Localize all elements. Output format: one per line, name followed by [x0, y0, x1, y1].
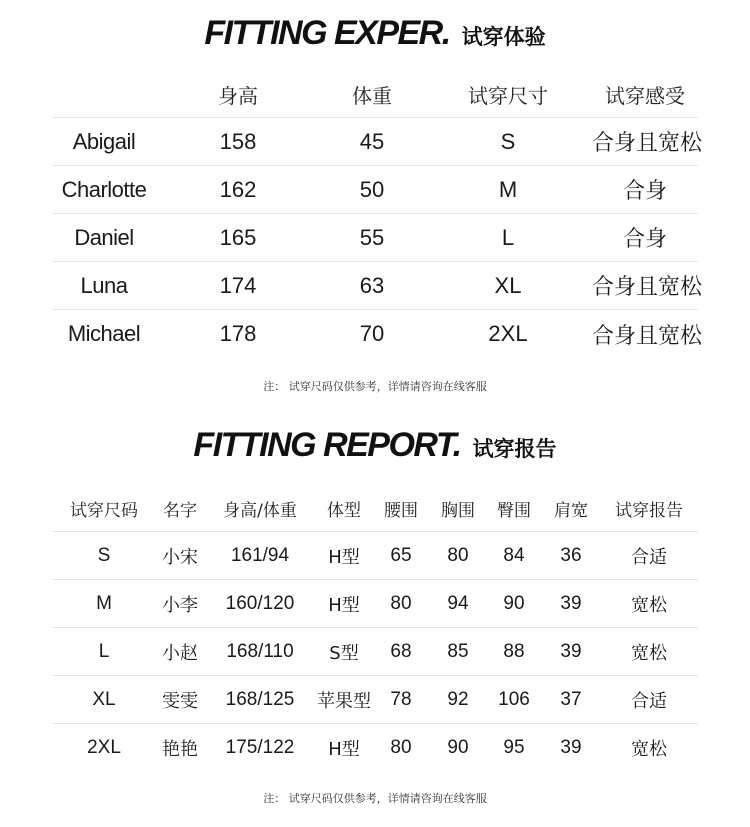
height-cell: 165	[219, 224, 257, 250]
name-cell: Abigail	[72, 128, 136, 154]
body-type-cell: H型	[328, 546, 360, 568]
height-cell: 174	[219, 272, 257, 298]
hip-cell: 90	[503, 592, 525, 614]
chest-cell: 92	[447, 688, 469, 710]
table-row	[52, 580, 698, 628]
table-row	[52, 166, 698, 214]
waist-cell: 80	[390, 592, 412, 614]
name-cell: Charlotte	[61, 176, 147, 202]
size-cell: L	[501, 224, 515, 250]
name-cell: Michael	[67, 321, 141, 346]
experience-header-height: 身高	[218, 84, 258, 108]
report-header-shoulder: 肩宽	[554, 501, 588, 521]
experience-note: 注： 试穿尺码仅供参考，详情请咨询在线客服	[263, 380, 487, 393]
report-cell: 宽松	[631, 739, 667, 760]
height-weight-cell: 175/122	[225, 737, 295, 758]
hip-cell: 95	[503, 737, 525, 758]
height-weight-cell: 161/94	[230, 544, 290, 566]
report-table	[52, 486, 698, 772]
size-cell: S	[97, 544, 111, 566]
waist-cell: 78	[390, 688, 412, 710]
experience-title	[0, 14, 750, 53]
body-type-cell: H型	[328, 594, 360, 616]
report-header-body-type: 体型	[327, 501, 361, 521]
shoulder-cell: 39	[560, 737, 582, 758]
waist-cell: 68	[390, 640, 412, 662]
size-cell: M	[96, 592, 112, 614]
weight-cell: 70	[359, 321, 385, 346]
weight-cell: 55	[359, 224, 385, 250]
waist-cell: 65	[390, 544, 412, 566]
report-title-en: FITTING REPORT.	[193, 426, 461, 464]
report-cell: 宽松	[631, 642, 667, 664]
size-cell: 2XL	[488, 321, 528, 346]
shoulder-cell: 39	[560, 640, 582, 662]
chest-cell: 80	[447, 544, 469, 566]
report-title-cn: 试穿报告	[472, 437, 557, 461]
experience-header-size: 试穿尺寸	[468, 84, 548, 108]
table-row	[52, 214, 698, 262]
size-cell: 2XL	[87, 737, 121, 758]
name-cell: Luna	[80, 272, 128, 298]
size-cell: L	[98, 640, 110, 662]
name-cell: 小赵	[162, 642, 198, 664]
report-title	[0, 426, 750, 465]
report-header-height-weight: 身高/体重	[223, 501, 297, 521]
body-type-cell: S型	[329, 642, 359, 664]
weight-cell: 45	[359, 128, 385, 154]
feeling-cell: 合身且宽松	[592, 275, 703, 300]
chest-cell: 94	[447, 592, 469, 614]
shoulder-cell: 36	[560, 544, 582, 566]
body-type-cell: H型	[328, 739, 360, 760]
report-note: 注： 试穿尺码仅供参考，详情请咨询在线客服	[263, 792, 487, 805]
feeling-cell: 合身	[622, 179, 667, 204]
report-header-report: 试穿报告	[615, 501, 683, 521]
table-row	[52, 724, 698, 772]
report-header-chest: 胸围	[441, 501, 475, 521]
report-cell: 合适	[631, 546, 667, 568]
report-header-size: 试穿尺码	[70, 501, 138, 521]
name-cell: 小宋	[162, 546, 198, 568]
name-cell: 艳艳	[162, 739, 198, 760]
feeling-cell: 合身	[622, 227, 667, 252]
report-cell: 合适	[631, 690, 667, 712]
report-cell: 宽松	[631, 594, 667, 616]
report-header-waist: 腰围	[384, 501, 418, 521]
table-row	[52, 676, 698, 724]
experience-header-feeling: 试穿感受	[605, 84, 685, 108]
feeling-cell: 合身且宽松	[592, 323, 703, 349]
shoulder-cell: 37	[560, 688, 582, 710]
table-row	[52, 262, 703, 310]
height-cell: 178	[219, 321, 257, 346]
waist-cell: 80	[390, 737, 412, 758]
height-weight-cell: 168/125	[225, 688, 295, 710]
size-cell: S	[500, 128, 516, 154]
feeling-cell: 合身且宽松	[592, 131, 703, 156]
height-cell: 158	[219, 128, 257, 154]
name-cell: 雯雯	[162, 690, 198, 712]
experience-title-en: FITTING EXPER.	[204, 14, 450, 52]
hip-cell: 88	[503, 640, 525, 662]
table-row	[52, 532, 698, 580]
table-row	[52, 628, 698, 676]
size-cell: M	[498, 176, 518, 202]
shoulder-cell: 39	[560, 592, 582, 614]
experience-title-cn: 试穿体验	[461, 25, 546, 49]
body-type-cell: 苹果型	[317, 690, 371, 712]
report-header-hip: 臀围	[497, 501, 531, 521]
height-cell: 162	[219, 176, 257, 202]
experience-header-row	[52, 72, 698, 118]
hip-cell: 84	[503, 544, 525, 566]
report-header-row	[52, 486, 698, 532]
experience-table	[52, 72, 703, 358]
height-weight-cell: 168/110	[226, 640, 294, 662]
report-header-name: 名字	[163, 501, 197, 521]
table-row	[52, 310, 703, 358]
height-weight-cell: 160/120	[225, 592, 295, 614]
size-cell: XL	[92, 688, 116, 710]
size-cell: XL	[494, 272, 522, 298]
chest-cell: 90	[447, 737, 469, 758]
chest-cell: 85	[447, 640, 469, 662]
table-row	[52, 118, 703, 166]
name-cell: 小李	[162, 594, 198, 616]
weight-cell: 50	[359, 176, 385, 202]
experience-header-weight: 体重	[352, 84, 392, 108]
weight-cell: 63	[359, 272, 385, 298]
hip-cell: 106	[498, 688, 530, 710]
name-cell: Daniel	[74, 224, 134, 250]
